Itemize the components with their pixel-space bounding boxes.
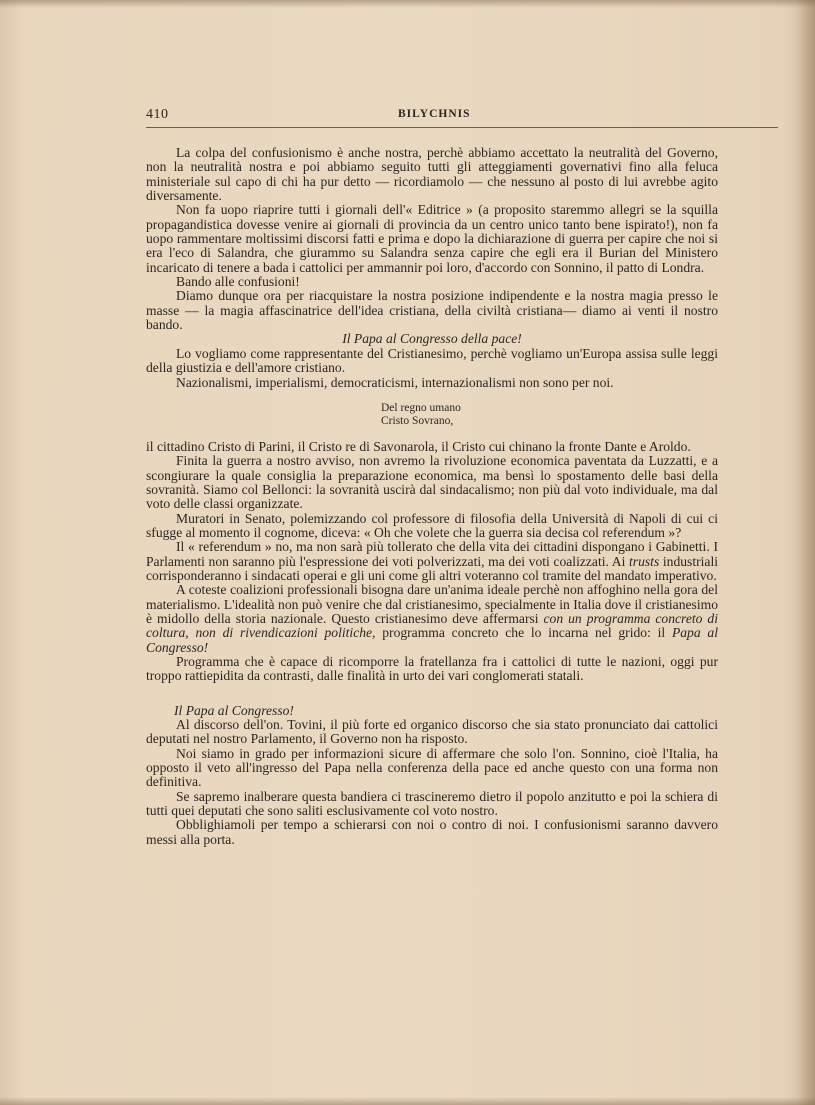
paragraph: Finita la guerra a nostro avviso, non avremo la rivoluzione economica paventata da Luzzatti, e a scongiurare la quale consiglia la preparazione economica, ma bensì lo spostamento delle basi della sovranità. Siamo col Bellonci: la sovranità uscirà dal sindacalismo; non più dal voto individuale, ma dal voto delle classi organizzate. bbox=[146, 453, 718, 512]
running-title: BILYCHNIS bbox=[398, 108, 471, 120]
paragraph: il cittadino Cristo di Parini, il Cristo re di Savonarola, il Cristo cui chinano la fronte Dante e Aroldo. bbox=[146, 438, 691, 454]
italic-phrase: con un programma concreto di coltura, non di rivendicazioni politiche, bbox=[146, 610, 718, 641]
paragraph: Al discorso dell'on. Tovini, il più forte ed organico discorso che sia stato pronunciato dai cattolici deputati nel nostro Parlamento, il Governo non ha risposto. bbox=[146, 717, 718, 747]
italic-term: trusts bbox=[629, 553, 660, 569]
text-run: Il « referendum » no, ma non sarà più tollerato che della vita dei cittadini dispongano i Gabinetti. I Parlamenti non saranno più l'espressione dei voti polverizzati, ma dei voti coalizzati. Ai bbox=[146, 539, 718, 569]
verse-line: Cristo Sovrano, bbox=[381, 414, 454, 427]
page-edge-right bbox=[797, 0, 815, 1105]
paragraph: Obblighiamoli per tempo a schierarsi con noi o contro di noi. I confusionismi saranno davvero messi alla porta. bbox=[146, 817, 718, 847]
text-run: industriali corrisponderanno i sindacati operai e gli uni come gli altri voteranno col tramite del mandato imperativo. bbox=[146, 553, 719, 583]
paragraph: Nazionalismi, imperialismi, democraticismi, internazionalismi non sono per noi. bbox=[176, 374, 614, 390]
paragraph: Programma che è capace di ricomporre la fratellanza fra i cattolici di tutte le nazioni, oggi pur troppo rattiepidita da contrasti, dalle finalità in urto dei vari conglomerati statali. bbox=[146, 654, 718, 684]
running-header bbox=[146, 107, 778, 128]
text-run: programma concreto che lo incarna nel grido: il bbox=[375, 625, 672, 641]
paragraph: Muratori in Senato, polemizzando col professore di filosofia della Università di Napoli di cui ci sfugge al momento il cognome, diceva: « Oh che volete che la guerra sia decisa col referendum »? bbox=[146, 510, 718, 540]
paragraph: Non fa uopo riaprire tutti i giornali dell'« Editrice » (a proposito staremmo allegri se la squilla propagandistica dovesse venire ai giornali di provincia da un centro unico tanto bene ispirato!), non fa uopo rammentare moltissimi discorsi fatti e prima e dopo la dichiarazione di guerra per capire che noi si era l'eco di Salandra, che giurammo su Salandra senza capire che egli era il Burian del Ministero incaricato di tenere a bada i cattolici per ammannir poi loro, d'accordo con Sonnino, il patto di Londra. bbox=[146, 202, 718, 275]
paragraph: Noi siamo in grado per informazioni sicure di affermare che solo l'on. Sonnino, cioè l'Italia, ha opposto il veto all'ingresso del Papa nella conferenza della pace ed anche questo con una forma non definitiva. bbox=[146, 745, 718, 790]
verse-quote bbox=[381, 402, 718, 428]
section-heading: Il Papa al Congresso della pace! bbox=[342, 331, 522, 347]
paragraph: Lo vogliamo come rappresentante del Cristianesimo, perchè vogliamo un'Europa assisa sulle leggi della giustizia e dell'amore cristiano. bbox=[146, 345, 718, 376]
article-body bbox=[146, 146, 718, 847]
page-edge-top bbox=[0, 0, 815, 8]
italic-phrase: Papa al Congresso! bbox=[146, 625, 718, 655]
paragraph: La colpa del confusionismo è anche nostra, perchè abbiamo accettato la neutralità del Governo, non la neutralità nostra e poi abbiamo seguito tutti gli atteggiamenti governativi fino alla feluca ministeriale sul capo di chi ha pur detto — ricordiamolo — che nessuno al posto di lui avrebbe agito diversamente. bbox=[146, 145, 718, 204]
text-run: A coteste coalizioni professionali bisogna dare un'anima ideale perchè non affoghino nella gora del materialismo. L'idealità non può venire che dal cristianesimo, specialmente in Italia dove il cristianesimo è midollo della storia nazionale. Questo cristianesimo deve affermarsi bbox=[146, 582, 718, 626]
paragraph: Bando alle confusioni! bbox=[176, 274, 300, 290]
section-heading: Il Papa al Congresso! bbox=[174, 702, 294, 718]
paragraph: Diamo dunque ora per riacquistare la nostra posizione indipendente e la nostra magia presso le masse — la magia affascinatrice dell'idea cristiana, della civiltà cristiana— diamo ai venti il nostro bando. bbox=[146, 288, 718, 333]
page-edge-bottom bbox=[0, 1097, 815, 1105]
verse-line: Del regno umano bbox=[381, 401, 461, 414]
page-number: 410 bbox=[146, 107, 169, 122]
paragraph bbox=[146, 540, 718, 583]
paragraph: Se sapremo inalberare questa bandiera ci trascineremo dietro il popolo anzitutto e poi la schiera di tutti quei deputati che sono saliti esclusivamente col voto nostro. bbox=[146, 788, 718, 819]
paragraph bbox=[146, 583, 718, 655]
